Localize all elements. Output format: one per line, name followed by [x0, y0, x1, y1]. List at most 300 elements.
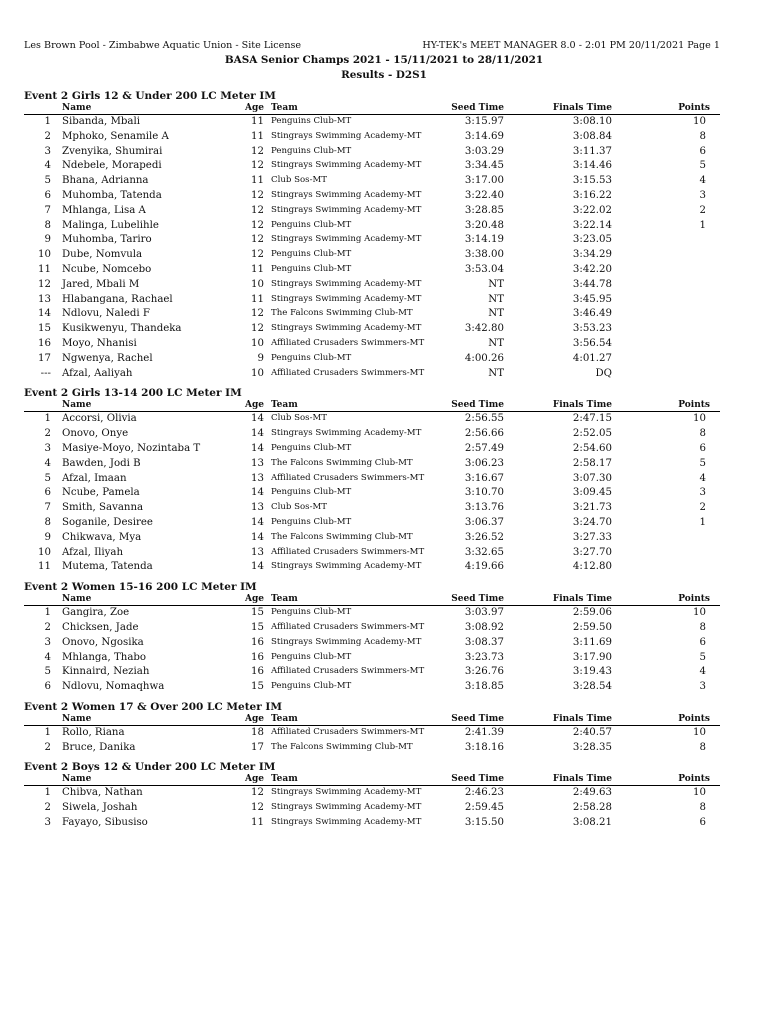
seed-time: 3:18.16 [464, 741, 504, 753]
swimmer-name: Kusikwenyu, Thandeka [62, 323, 182, 335]
swimmer-name: Ngwenya, Rachel [62, 352, 153, 364]
result-row [24, 263, 720, 278]
event-title: Event 2 Women 17 & Over 200 LC Meter IM [24, 700, 282, 713]
team: Penguins Club-MT [271, 516, 352, 527]
finals-time: 2:47.15 [572, 413, 612, 425]
result-row [24, 665, 720, 680]
place: 8 [44, 516, 51, 528]
seed-time: 2:57.49 [464, 442, 504, 454]
result-row [24, 546, 720, 561]
result-row [24, 531, 720, 546]
place: 16 [38, 337, 51, 349]
place: 4 [44, 651, 51, 663]
finals-time: 2:58.17 [572, 457, 612, 469]
age: 14 [251, 442, 264, 454]
age: 9 [257, 352, 264, 364]
col-age: Age [244, 103, 264, 113]
points: 6 [699, 636, 706, 648]
result-row [24, 516, 720, 531]
seed-time: 3:15.50 [464, 817, 504, 829]
finals-time: 3:42.20 [572, 263, 612, 275]
finals-time: 3:17.90 [572, 651, 612, 663]
age: 12 [251, 323, 264, 335]
swimmer-name: Muhomba, Tatenda [62, 189, 162, 201]
result-row [24, 248, 720, 263]
team: Penguins Club-MT [271, 651, 352, 662]
seed-time: 3:10.70 [464, 487, 504, 499]
place: 5 [44, 666, 51, 678]
points: 1 [699, 219, 706, 231]
seed-time: 3:53.04 [464, 263, 504, 275]
finals-time: 3:19.43 [572, 666, 612, 678]
points: 5 [699, 457, 706, 469]
age: 13 [251, 546, 264, 558]
event-section [24, 701, 720, 756]
result-row [24, 189, 720, 204]
place: 7 [44, 204, 51, 216]
place: --- [40, 367, 51, 379]
points: 4 [699, 666, 706, 678]
age: 13 [251, 502, 264, 514]
seed-time: 2:46.23 [464, 787, 504, 799]
swimmer-name: Afzal, Aaliyah [62, 367, 133, 379]
age: 12 [251, 787, 264, 799]
finals-time: 3:27.70 [572, 546, 612, 558]
seed-time: 3:20.48 [464, 219, 504, 231]
result-row [24, 651, 720, 666]
place: 7 [44, 502, 51, 514]
swimmer-name: Jared, Mbali M [62, 278, 140, 290]
result-row [24, 457, 720, 472]
finals-time: 2:59.06 [572, 607, 612, 619]
finals-time: 2:58.28 [572, 802, 612, 814]
finals-time: 3:46.49 [572, 308, 612, 320]
result-row [24, 307, 720, 322]
place: 2 [44, 741, 51, 753]
team: Stingrays Swimming Academy-MT [271, 130, 422, 141]
age: 14 [251, 561, 264, 573]
age: 14 [251, 531, 264, 543]
swimmer-name: Ncube, Pamela [62, 487, 140, 499]
finals-time: 3:44.78 [572, 278, 612, 290]
team: Affiliated Crusaders Swimmers-MT [271, 546, 425, 557]
points: 3 [699, 487, 706, 499]
age: 12 [251, 204, 264, 216]
event-title: Event 2 Women 15-16 200 LC Meter IM [24, 581, 257, 594]
team: Stingrays Swimming Academy-MT [271, 323, 422, 334]
result-row [24, 501, 720, 516]
result-row [24, 636, 720, 651]
result-row [24, 293, 720, 308]
col-age: Age [244, 400, 264, 411]
swimmer-name: Hlabangana, Rachael [62, 293, 173, 305]
seed-time: 3:06.37 [464, 516, 504, 528]
result-row [24, 412, 720, 427]
team: Club Sos-MT [271, 502, 327, 513]
team: Affiliated Crusaders Swimmers-MT [271, 621, 425, 632]
result-row [24, 560, 720, 575]
finals-time: 2:40.57 [572, 726, 612, 738]
finals-time: 4:01.27 [572, 352, 612, 364]
age: 12 [251, 160, 264, 172]
age: 12 [251, 189, 264, 201]
swimmer-name: Soganile, Desiree [62, 516, 153, 528]
seed-time: 3:38.00 [464, 249, 504, 261]
points: 6 [699, 817, 706, 829]
team: Penguins Club-MT [271, 145, 352, 156]
finals-time: 4:12.80 [572, 561, 612, 573]
place: 11 [38, 561, 51, 573]
result-row [24, 741, 720, 756]
finals-time: 3:23.05 [572, 234, 612, 246]
age: 11 [251, 263, 264, 275]
team: Penguins Club-MT [271, 681, 352, 692]
team: Penguins Club-MT [271, 607, 352, 618]
finals-time: 3:45.95 [572, 293, 612, 305]
column-header [24, 594, 720, 606]
result-row [24, 174, 720, 189]
points: 8 [699, 621, 706, 633]
place: 9 [44, 531, 51, 543]
seed-time: 2:56.55 [464, 413, 504, 425]
points: 10 [693, 607, 706, 619]
points: 8 [699, 428, 706, 440]
place: 5 [44, 472, 51, 484]
finals-time: 3:08.10 [572, 116, 612, 127]
place: 1 [44, 607, 51, 619]
finals-time: 3:08.21 [572, 817, 612, 829]
team: Affiliated Crusaders Swimmers-MT [271, 337, 425, 348]
points: 6 [699, 145, 706, 157]
result-rows [24, 606, 720, 695]
place: 12 [38, 278, 51, 290]
seed-time: NT [488, 337, 504, 349]
place: 8 [44, 219, 51, 231]
event-section [24, 90, 720, 381]
result-rows [24, 786, 720, 830]
col-team: Team [271, 594, 298, 605]
age: 13 [251, 457, 264, 469]
col-points: Points [678, 400, 710, 411]
team: Stingrays Swimming Academy-MT [271, 636, 422, 647]
place: 17 [38, 352, 51, 364]
team: The Falcons Swimming Club-MT [271, 457, 413, 468]
swimmer-name: Malinga, Lubelihle [62, 219, 159, 231]
finals-time: 3:07.30 [572, 472, 612, 484]
col-team: Team [271, 713, 298, 724]
result-row [24, 233, 720, 248]
place: 1 [44, 116, 51, 127]
place: 4 [44, 160, 51, 172]
age: 15 [251, 621, 264, 633]
seed-time: 3:13.76 [464, 502, 504, 514]
seed-time: 3:18.85 [464, 681, 504, 693]
finals-time: 2:52.05 [572, 428, 612, 440]
seed-time: NT [488, 308, 504, 320]
swimmer-name: Ndlovu, Naledi F [62, 308, 150, 320]
age: 13 [251, 472, 264, 484]
points: 10 [693, 413, 706, 425]
team: Club Sos-MT [271, 175, 327, 186]
column-header [24, 103, 720, 115]
points: 3 [699, 189, 706, 201]
col-team: Team [271, 774, 298, 785]
seed-time: 3:42.80 [464, 323, 504, 335]
meet-title: BASA Senior Champs 2021 - 15/11/2021 to 28/11/2021 [224, 54, 544, 66]
team: Stingrays Swimming Academy-MT [271, 160, 422, 171]
seed-time: 4:19.66 [464, 561, 504, 573]
col-seed-time: Seed Time [451, 103, 504, 113]
result-row [24, 726, 720, 741]
result-row [24, 472, 720, 487]
result-row [24, 427, 720, 442]
finals-time: 3:15.53 [572, 175, 612, 187]
finals-time: 3:08.84 [572, 130, 612, 142]
points: 2 [699, 502, 706, 514]
age: 11 [251, 175, 264, 187]
team: Club Sos-MT [271, 413, 327, 424]
result-rows [24, 726, 720, 756]
result-row [24, 606, 720, 621]
col-finals-time: Finals Time [552, 594, 612, 605]
finals-time: 3:34.29 [572, 249, 612, 261]
swimmer-name: Zvenyika, Shumirai [62, 145, 163, 157]
swimmer-name: Chikwava, Mya [62, 531, 142, 543]
swimmer-name: Bawden, Jodi B [62, 457, 141, 469]
result-row [24, 130, 720, 145]
col-seed-time: Seed Time [451, 713, 504, 724]
age: 14 [251, 516, 264, 528]
team: Stingrays Swimming Academy-MT [271, 561, 422, 572]
col-age: Age [244, 594, 264, 605]
points: 8 [699, 741, 706, 753]
seed-time: NT [488, 278, 504, 290]
finals-time: 3:22.14 [572, 219, 612, 231]
seed-time: NT [488, 293, 504, 305]
finals-time: 3:16.22 [572, 189, 612, 201]
team: Penguins Club-MT [271, 487, 352, 498]
seed-time: 3:03.97 [464, 607, 504, 619]
place: 15 [38, 323, 51, 335]
place: 10 [38, 249, 51, 261]
age: 10 [251, 337, 264, 349]
column-header [24, 400, 720, 412]
col-points: Points [678, 774, 710, 785]
team: Penguins Club-MT [271, 442, 352, 453]
finals-time: 2:54.60 [572, 442, 612, 454]
seed-time: 4:00.26 [464, 352, 504, 364]
software-timestamp: HY-TEK's MEET MANAGER 8.0 - 2:01 PM 20/11/2021 Page 1 [422, 40, 720, 51]
swimmer-name: Ndebele, Morapedi [62, 160, 162, 172]
place: 1 [44, 726, 51, 738]
place: 9 [44, 234, 51, 246]
col-team: Team [271, 103, 298, 113]
swimmer-name: Accorsi, Olivia [62, 413, 137, 425]
result-row [24, 786, 720, 801]
seed-time: 2:41.39 [464, 726, 504, 738]
finals-time: 3:56.54 [572, 337, 612, 349]
points: 10 [693, 726, 706, 738]
age: 11 [251, 293, 264, 305]
result-row [24, 680, 720, 695]
points: 10 [693, 787, 706, 799]
place: 13 [38, 293, 51, 305]
seed-time: 3:03.29 [464, 145, 504, 157]
finals-time: 3:21.73 [572, 502, 612, 514]
points: 10 [693, 116, 706, 127]
points: 5 [699, 160, 706, 172]
place: 3 [44, 442, 51, 454]
team: Stingrays Swimming Academy-MT [271, 787, 422, 798]
col-team: Team [271, 400, 298, 411]
swimmer-name: Gangira, Zoe [62, 607, 130, 619]
result-row [24, 816, 720, 831]
team: Stingrays Swimming Academy-MT [271, 189, 422, 200]
seed-time: 3:08.92 [464, 621, 504, 633]
swimmer-name: Siwela, Joshah [62, 802, 138, 814]
points: 5 [699, 651, 706, 663]
event-section [24, 387, 720, 575]
result-row [24, 204, 720, 219]
age: 12 [251, 249, 264, 261]
team: Stingrays Swimming Academy-MT [271, 428, 422, 439]
age: 16 [251, 636, 264, 648]
swimmer-name: Ndlovu, Nomaqhwa [62, 681, 165, 693]
col-finals-time: Finals Time [552, 103, 612, 113]
event-section [24, 761, 720, 830]
finals-time: 3:11.69 [572, 636, 612, 648]
finals-time: 3:14.46 [572, 160, 612, 172]
event-title: Event 2 Boys 12 & Under 200 LC Meter IM [24, 761, 276, 774]
age: 12 [251, 308, 264, 320]
seed-time: 3:16.67 [464, 472, 504, 484]
result-row [24, 337, 720, 352]
page-header [24, 40, 720, 53]
col-points: Points [678, 594, 710, 605]
finals-time: 3:22.02 [572, 204, 612, 216]
venue-license: Les Brown Pool - Zimbabwe Aquatic Union - Site License [24, 40, 302, 51]
swimmer-name: Chibva, Nathan [62, 787, 143, 799]
points: 3 [699, 681, 706, 693]
finals-time: 3:27.33 [572, 531, 612, 543]
age: 14 [251, 487, 264, 499]
place: 6 [44, 189, 51, 201]
seed-time: 3:26.76 [464, 666, 504, 678]
event-title: Event 2 Girls 12 & Under 200 LC Meter IM [24, 90, 276, 102]
col-age: Age [244, 713, 264, 724]
seed-time: 3:28.85 [464, 204, 504, 216]
result-row [24, 367, 720, 382]
finals-time: 3:28.54 [572, 681, 612, 693]
points: 1 [699, 516, 706, 528]
age: 12 [251, 234, 264, 246]
place: 11 [38, 263, 51, 275]
seed-time: 3:14.69 [464, 130, 504, 142]
team: Stingrays Swimming Academy-MT [271, 204, 422, 215]
place: 3 [44, 145, 51, 157]
team: Affiliated Crusaders Swimmers-MT [271, 666, 425, 677]
swimmer-name: Bruce, Danika [62, 741, 136, 753]
team: Stingrays Swimming Academy-MT [271, 802, 422, 813]
seed-time: 2:56.66 [464, 428, 504, 440]
place: 3 [44, 636, 51, 648]
age: 16 [251, 666, 264, 678]
seed-time: 3:06.23 [464, 457, 504, 469]
place: 5 [44, 175, 51, 187]
col-points: Points [678, 713, 710, 724]
seed-time: 3:14.19 [464, 234, 504, 246]
place: 3 [44, 817, 51, 829]
team: Affiliated Crusaders Swimmers-MT [271, 726, 425, 737]
seed-time: 3:17.00 [464, 175, 504, 187]
col-name: Name [62, 713, 92, 724]
result-row [24, 278, 720, 293]
place: 2 [44, 428, 51, 440]
swimmer-name: Bhana, Adrianna [62, 175, 149, 187]
swimmer-name: Mhlanga, Thabo [62, 651, 147, 663]
team: Penguins Club-MT [271, 249, 352, 260]
col-name: Name [62, 774, 92, 785]
col-seed-time: Seed Time [451, 594, 504, 605]
result-row [24, 115, 720, 130]
finals-time: 3:53.23 [572, 323, 612, 335]
result-row [24, 621, 720, 636]
col-name: Name [62, 594, 92, 605]
age: 17 [251, 741, 264, 753]
swimmer-name: Dube, Nomvula [62, 249, 143, 261]
swimmer-name: Afzal, Imaan [62, 472, 127, 484]
age: 15 [251, 681, 264, 693]
age: 14 [251, 413, 264, 425]
points: 6 [699, 442, 706, 454]
team: The Falcons Swimming Club-MT [271, 308, 413, 319]
finals-time: 3:24.70 [572, 516, 612, 528]
result-rows [24, 115, 720, 381]
swimmer-name: Afzal, Iliyah [62, 546, 124, 558]
finals-time: DQ [595, 367, 612, 379]
swimmer-name: Chicksen, Jade [62, 621, 139, 633]
col-seed-time: Seed Time [451, 774, 504, 785]
age: 11 [251, 116, 264, 127]
age: 16 [251, 651, 264, 663]
age: 12 [251, 219, 264, 231]
age: 10 [251, 367, 264, 379]
age: 12 [251, 145, 264, 157]
place: 14 [38, 308, 51, 320]
place: 4 [44, 457, 51, 469]
age: 15 [251, 607, 264, 619]
points: 4 [699, 472, 706, 484]
finals-time: 3:28.35 [572, 741, 612, 753]
result-row [24, 442, 720, 457]
results-subtitle: Results - D2S1 [341, 69, 427, 81]
seed-time: 3:26.52 [464, 531, 504, 543]
swimmer-name: Muhomba, Tariro [62, 234, 152, 246]
team: The Falcons Swimming Club-MT [271, 531, 413, 542]
result-row [24, 352, 720, 367]
swimmer-name: Sibanda, Mbali [62, 116, 141, 127]
result-row [24, 145, 720, 160]
team: Stingrays Swimming Academy-MT [271, 278, 422, 289]
seed-time: 2:59.45 [464, 802, 504, 814]
points: 8 [699, 130, 706, 142]
age: 14 [251, 428, 264, 440]
finals-time: 2:49.63 [572, 787, 612, 799]
team: Penguins Club-MT [271, 116, 352, 126]
result-row [24, 219, 720, 234]
col-finals-time: Finals Time [552, 400, 612, 411]
swimmer-name: Moyo, Nhanisi [62, 337, 137, 349]
